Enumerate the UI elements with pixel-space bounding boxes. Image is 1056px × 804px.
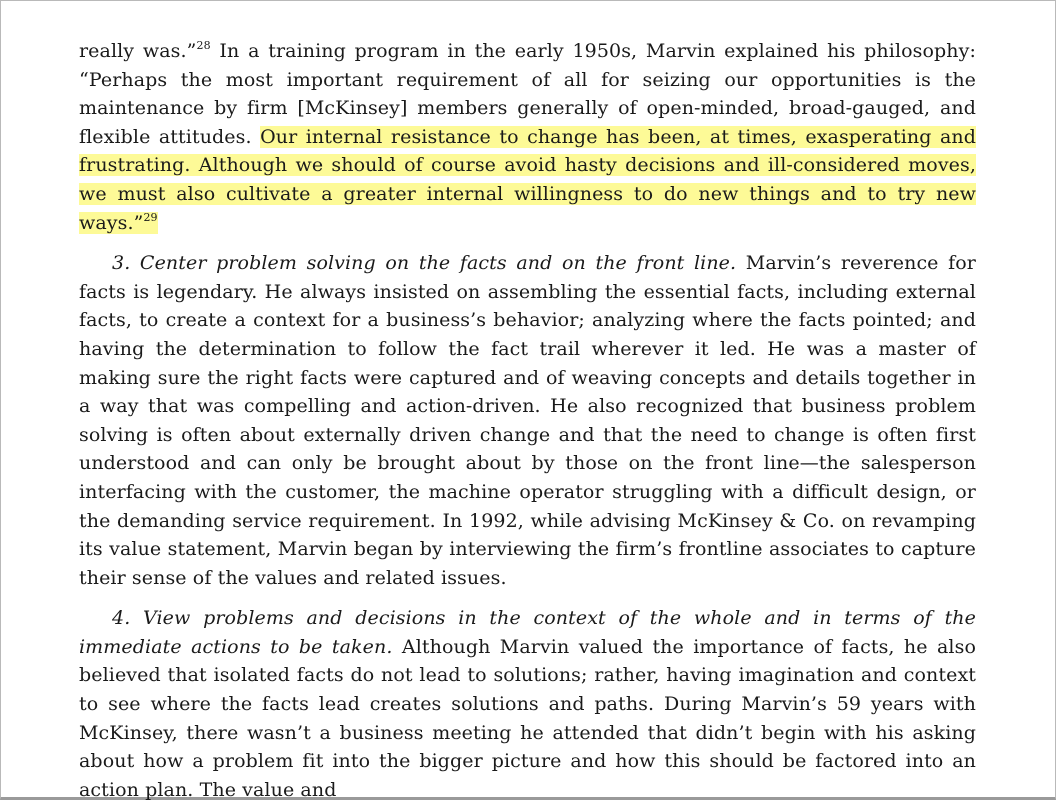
- document-page: [79, 37, 976, 804]
- paragraph-philosophy-quote: [79, 37, 976, 237]
- paragraph-text: Although Marvin valued the importance of facts, he also believed that isolated facts do not lead to solutions; rather, having imagination and context to see where the facts lead creates solutions and paths. During Marvin’s 59 years with McKinsey, there wasn’t a business meeting he attended that didn’t begin with his asking about how a problem fit into the bigger picture and how this should be factored into an action plan. The value and: [79, 635, 976, 801]
- footnote-ref-28[interactable]: 28: [196, 39, 211, 52]
- principle-heading: 3. Center problem solving on the facts and on the front line.: [112, 252, 737, 275]
- paragraph-principle-3: [79, 249, 976, 592]
- paragraph-text: In a training program in the early 1950s, Marvin explained his philosophy: “Perhaps the most important requirement of all for seizing our opportunities is the maintenance by firm [McKinsey] members generally of open-minded, broad-gauged, and flexible attitudes.: [79, 40, 976, 148]
- footnote-ref-29[interactable]: 29: [143, 210, 158, 224]
- paragraph-principle-4: [79, 604, 976, 804]
- paragraph-text: Marvin’s reverence for facts is legendary. He always insisted on assembling the essential facts, including external facts, to create a context for a business’s behavior; analyzing where the facts pointed; and having the determination to follow the fact trail wherever it led. He was a master of making sure the right facts were captured and of weaving concepts and details together in a way that was compelling and action-driven. He also recognized that business problem solving is often about externally driven change and that the need to change is often first understood and can only be brought about by those on the front line—the salesperson interfacing with the customer, the machine operator struggling with a difficult design, or the demanding service requirement. In 1992, while advising McKinsey & Co. on revamping its value statement, Marvin began by interviewing the firm’s frontline associates to capture their sense of the values and related issues.: [79, 252, 976, 589]
- highlighted-quote: Our internal resistance to change has been, at times, exasperating and frustrating. Although we should of course avoid hasty decisions and ill-considered moves, we must also cultivate a greater internal willingness to do new things and to try new ways.”: [79, 125, 977, 234]
- paragraph-text: really was.”: [79, 40, 197, 62]
- principle-heading: 4. View problems and decisions in the context of the whole and in terms of the immediate actions to be taken.: [79, 607, 976, 658]
